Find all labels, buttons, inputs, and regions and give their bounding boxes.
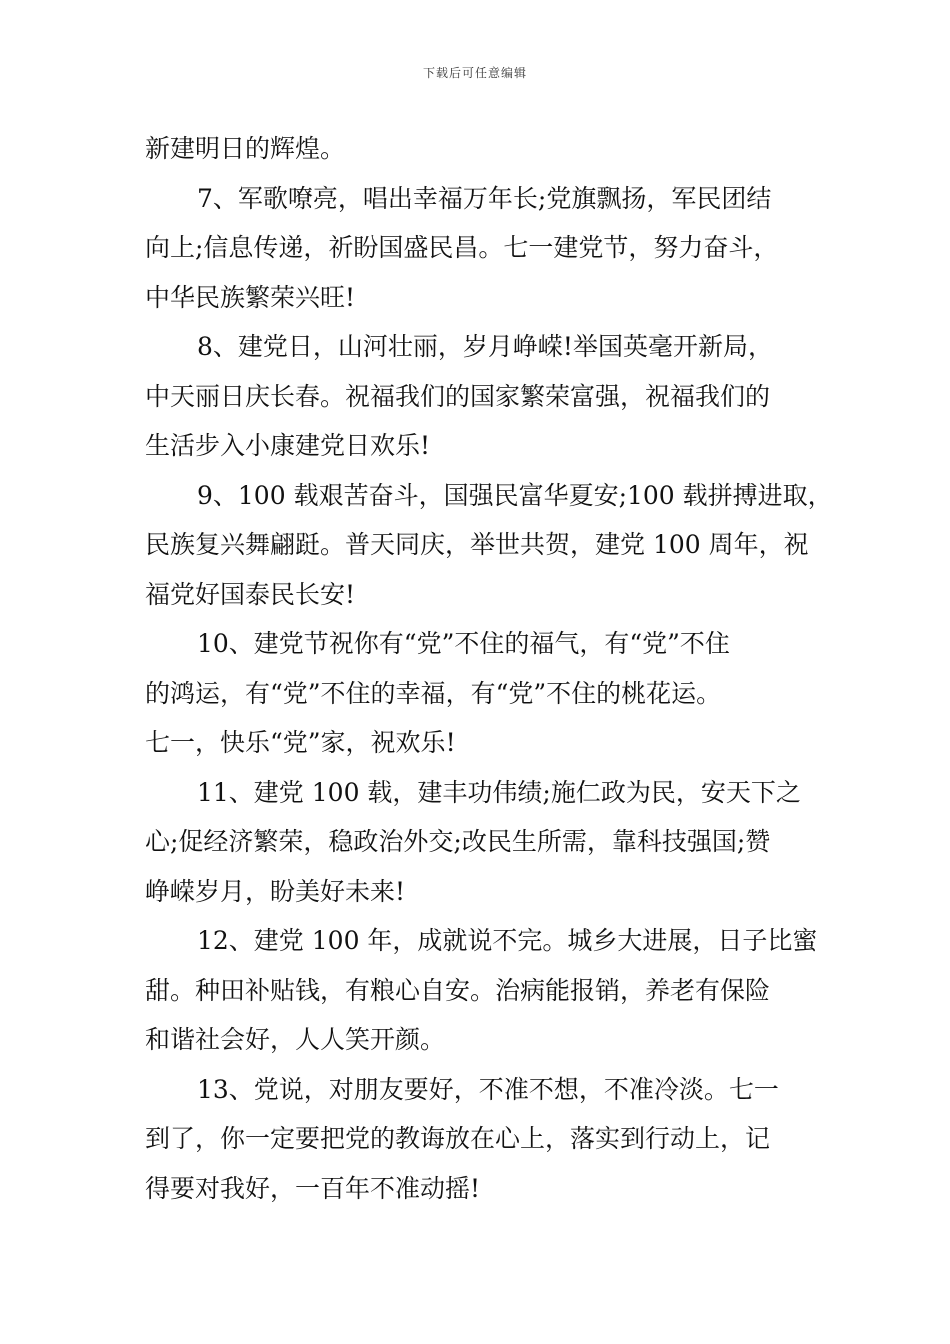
text-line: 得要对我好，一百年不准动摇! <box>145 1173 481 1203</box>
text-line: 中天丽日庆长春。祝福我们的国家繁荣富强，祝福我们的 <box>145 381 771 411</box>
text-line: 13、党说，对朋友要好，不准不想，不准冷淡。七一 <box>197 1074 779 1104</box>
text-line: 新建明日的辉煌。 <box>145 134 346 163</box>
text-line: 心;促经济繁荣，稳政治外交;改民生所需，靠科技强国;赞 <box>145 827 771 856</box>
text-line: 和谐社会好，人人笑开颜。 <box>145 1025 446 1054</box>
text-line: 9、100 载艰苦奋斗，国强民富华夏安;100 载拼搏进取， <box>197 480 833 510</box>
text-line: 10、建党节祝你有“党”不住的福气，有“党”不住 <box>197 629 730 658</box>
text-line: 民族复兴舞翩跹。普天同庆，举世共贺，建党 100 周年，祝 <box>145 530 809 559</box>
text-line: 7、军歌嘹亮，唱出幸福万年长;党旗飘扬，军民团结 <box>197 183 772 213</box>
document-body <box>145 124 833 1213</box>
text-line: 七一，快乐“党”家，祝欢乐! <box>145 728 456 757</box>
text-line: 12、建党 100 年，成就说不完。城乡大进展，日子比蜜 <box>197 926 818 955</box>
text-line: 甜。种田补贴钱，有粮心自安。治病能报销，养老有保险 <box>145 975 771 1005</box>
text-line: 向上;信息传递，祈盼国盛民昌。七一建党节，努力奋斗， <box>145 233 779 262</box>
text-line: 8、建党日，山河壮丽，岁月峥嵘!举国英毫开新局， <box>197 332 773 361</box>
text-line: 到了，你一定要把党的教诲放在心上，落实到行动上，记 <box>145 1124 771 1153</box>
text-line: 中华民族繁荣兴旺! <box>145 282 356 312</box>
text-line: 峥嵘岁月，盼美好未来! <box>145 876 406 906</box>
text-line: 福党好国泰民长安! <box>145 579 356 609</box>
text-line: 的鸿运，有“党”不住的幸福，有“党”不住的桃花运。 <box>145 678 722 708</box>
text-line: 生活步入小康建党日欢乐! <box>145 431 431 460</box>
text-line: 11、建党 100 载，建丰功伟绩;施仁政为民，安天下之 <box>197 777 801 807</box>
page-header: 下载后可任意编辑 <box>422 66 527 80</box>
